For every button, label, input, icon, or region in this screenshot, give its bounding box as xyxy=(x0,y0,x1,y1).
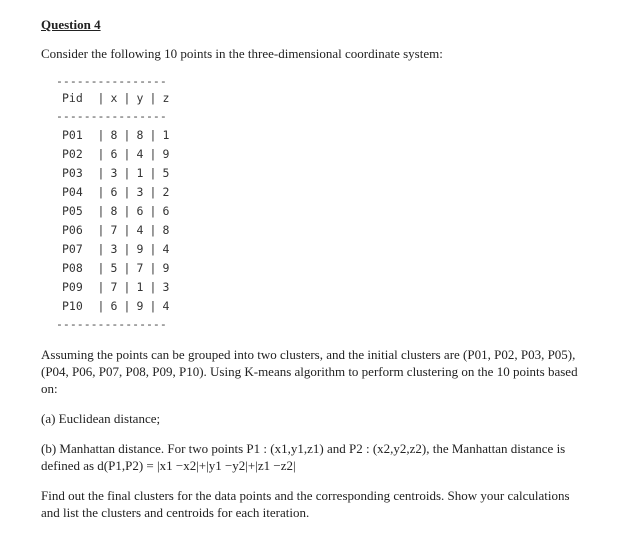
table-rule-bottom: ---------------- xyxy=(56,317,167,331)
table-row xyxy=(62,280,174,299)
column-header-pid: Pid xyxy=(62,91,83,105)
cell-z: 9 xyxy=(162,147,170,161)
cell-pid: P06 xyxy=(62,223,83,237)
column-separator: | xyxy=(97,91,105,105)
cell-y: 9 xyxy=(136,242,144,256)
cell-x: 6 xyxy=(110,147,118,161)
column-header-y: y xyxy=(136,91,144,105)
column-header-z: z xyxy=(162,91,170,105)
table-row xyxy=(62,261,174,280)
cell-pid: P03 xyxy=(62,166,83,180)
cell-pid: P01 xyxy=(62,128,83,142)
cell-pid: P09 xyxy=(62,280,83,294)
column-separator: | xyxy=(97,166,105,180)
column-separator: | xyxy=(149,261,157,275)
table-rule-middle: ---------------- xyxy=(56,109,167,123)
column-separator: | xyxy=(149,91,157,105)
column-separator: | xyxy=(149,128,157,142)
cell-z: 3 xyxy=(162,280,170,294)
cell-z: 6 xyxy=(162,204,170,218)
cell-z: 4 xyxy=(162,242,170,256)
cell-z: 8 xyxy=(162,223,170,237)
column-separator: | xyxy=(123,166,131,180)
cell-z: 9 xyxy=(162,261,170,275)
cell-y: 4 xyxy=(136,147,144,161)
table-row xyxy=(62,204,174,223)
cell-y: 8 xyxy=(136,128,144,142)
table-row xyxy=(62,223,174,242)
column-separator: | xyxy=(123,128,131,142)
column-separator: | xyxy=(97,299,105,313)
column-separator: | xyxy=(123,299,131,313)
column-separator: | xyxy=(123,242,131,256)
column-separator: | xyxy=(97,223,105,237)
cell-x: 5 xyxy=(110,261,118,275)
column-separator: | xyxy=(97,128,105,142)
cell-z: 1 xyxy=(162,128,170,142)
column-separator: | xyxy=(97,147,105,161)
cell-y: 4 xyxy=(136,223,144,237)
cell-pid: P07 xyxy=(62,242,83,256)
table-row xyxy=(62,166,174,185)
column-separator: | xyxy=(149,280,157,294)
column-separator: | xyxy=(123,147,131,161)
part-a-text: (a) Euclidean distance; xyxy=(41,411,161,426)
cell-y: 1 xyxy=(136,280,144,294)
part-b-text: (b) Manhattan distance. For two points P1 : (x1,y1,z1) and P2 : (x2,y2,z2), the Manhattan distance is defined as d(P1,P2) = |x1 −x2|+|y1 −y2|+|z1 −z2| xyxy=(41,441,566,473)
cell-y: 9 xyxy=(136,299,144,313)
column-separator: | xyxy=(97,280,105,294)
column-separator: | xyxy=(149,147,157,161)
cell-x: 3 xyxy=(110,242,118,256)
column-separator: | xyxy=(123,280,131,294)
column-separator: | xyxy=(123,261,131,275)
column-separator: | xyxy=(97,242,105,256)
column-separator: | xyxy=(149,299,157,313)
column-separator: | xyxy=(123,185,131,199)
intro-text: Consider the following 10 points in the three-dimensional coordinate system: xyxy=(41,46,443,61)
cell-y: 3 xyxy=(136,185,144,199)
table-row xyxy=(62,185,174,204)
cell-y: 6 xyxy=(136,204,144,218)
clusters-paragraph: Assuming the points can be grouped into two clusters, and the initial clusters are (P01, P02, P03, P05), (P04, P06, P07, P08, P09, P10). Using K-means algorithm to perform clustering on the 10 points based on: xyxy=(41,347,578,396)
column-separator: | xyxy=(123,223,131,237)
table-body xyxy=(62,128,174,318)
column-separator: | xyxy=(97,185,105,199)
column-header-x: x xyxy=(110,91,118,105)
cell-y: 1 xyxy=(136,166,144,180)
column-separator: | xyxy=(149,204,157,218)
table-rule-top: ---------------- xyxy=(56,74,167,88)
column-separator: | xyxy=(149,166,157,180)
table-row xyxy=(62,299,174,318)
instructions-paragraph: Find out the final clusters for the data points and the corresponding centroids. Show your calculations and list the clusters and centroids for each iteration. xyxy=(41,488,570,520)
cell-x: 8 xyxy=(110,204,118,218)
column-separator: | xyxy=(149,242,157,256)
table-row xyxy=(62,128,174,147)
table-row xyxy=(62,147,174,166)
cell-x: 3 xyxy=(110,166,118,180)
cell-z: 2 xyxy=(162,185,170,199)
cell-y: 7 xyxy=(136,261,144,275)
cell-pid: P04 xyxy=(62,185,83,199)
cell-pid: P02 xyxy=(62,147,83,161)
column-separator: | xyxy=(123,204,131,218)
cell-pid: P05 xyxy=(62,204,83,218)
column-separator: | xyxy=(123,91,131,105)
cell-x: 7 xyxy=(110,223,118,237)
table-row xyxy=(62,242,174,261)
column-separator: | xyxy=(149,185,157,199)
column-separator: | xyxy=(97,261,105,275)
cell-z: 4 xyxy=(162,299,170,313)
cell-x: 8 xyxy=(110,128,118,142)
cell-z: 5 xyxy=(162,166,170,180)
table-header xyxy=(62,91,174,105)
column-separator: | xyxy=(149,223,157,237)
column-separator: | xyxy=(97,204,105,218)
question-heading: Question 4 xyxy=(41,17,101,32)
cell-x: 7 xyxy=(110,280,118,294)
cell-x: 6 xyxy=(110,299,118,313)
cell-pid: P10 xyxy=(62,299,83,313)
cell-x: 6 xyxy=(110,185,118,199)
cell-pid: P08 xyxy=(62,261,83,275)
